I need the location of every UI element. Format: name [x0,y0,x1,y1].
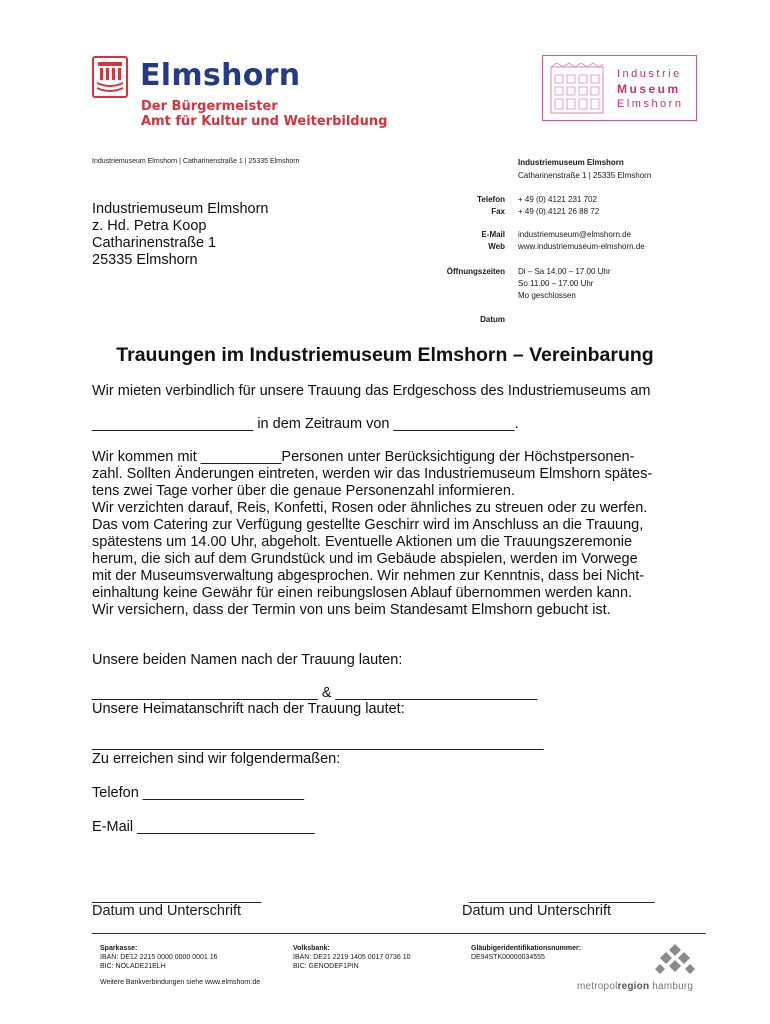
creditor-id-value: DE94STK00000034555 [471,954,545,961]
phone-value: + 49 (0) 4121 231 702 [518,195,597,204]
footer-divider [92,933,706,934]
signature-label-left: Datum und Unterschrift [92,903,242,919]
signature-field-right[interactable]: _______________________ [469,888,655,904]
recipient-line: Industriemuseum Elmshorn [92,201,269,217]
department-title: Amt für Kultur und Weiterbildung [141,114,388,129]
agreement-text-line: Wir kommen mit __________Personen unter Berücksichtigung der Höchstpersonen- [92,449,635,465]
date-label: Datum [480,315,505,324]
signature-label-right: Datum und Unterschrift [462,903,612,919]
museum-logo-word2: Museum [617,82,681,96]
recipient-line: 25335 Elmshorn [92,252,198,268]
bank1-bic: BIC: NOLADE21ELH [100,963,166,970]
agreement-text-line: herum, die sich auf dem Grundstück und im Gebäude abspielen, werden im Vorwege [92,551,638,567]
contact-org-name: Industriemuseum Elmshorn [518,158,624,167]
names-field[interactable]: ____________________________ & _________________________ [92,685,538,701]
metro-text-part3: hamburg [649,981,694,992]
sender-address-line: Industriemuseum Elmshorn | Catharinenstraße 1 | 25335 Elmshorn [92,158,300,165]
museum-logo-word3: Elmshorn [617,98,684,110]
rental-period-field[interactable]: ____________________ in dem Zeitraum von _______________. [92,416,519,432]
elmshorn-crest-logo [92,56,128,98]
email-value: industriemuseum@elmshorn.de [518,230,632,239]
signature-field-left[interactable]: _____________________ [92,888,262,904]
bank2-name: Volksbank: [293,945,330,952]
opening-hours-line: So 11.00 – 17.00 Uhr [518,279,594,288]
phone-label: Telefon [477,195,505,204]
bank2-bic: BIC: GENODEF1PIN [293,963,359,970]
bank1-iban: IBAN: DE12 2215 0000 0000 0001 16 [100,954,218,961]
fax-label: Fax [491,207,505,216]
city-name-logo: Elmshorn [140,58,301,93]
intro-text: Wir mieten verbindlich für unsere Trauung das Erdgeschoss des Industriemuseums am [92,383,651,399]
metropolregion-logo-icon [654,942,696,978]
fax-value: + 49 (0) 4121 26 88 72 [518,207,600,216]
creditor-id-label: Gläubigeridentifikationsnummer: [471,945,582,952]
opening-hours-line: Di – Sa 14.00 – 17.00 Uhr [518,267,611,276]
agreement-text-line: Wir versichern, dass der Termin von uns beim Standesamt Elmshorn gebucht ist. [92,602,611,618]
agreement-text-line: Das vom Catering zur Verfügung gestellte Geschirr wird im Anschluss an die Trauung, [92,517,644,533]
agreement-text-line: einhaltung keine Gewähr für einen reibungslosen Ablauf übernommen werden kann. [92,585,633,601]
phone-field[interactable]: Telefon ____________________ [92,785,305,801]
home-address-field[interactable]: ________________________________________________________ [92,735,544,751]
contact-org-address: Catharinenstraße 1 | 25335 Elmshorn [518,171,652,180]
bank1-name: Sparkasse: [100,945,138,952]
recipient-line: z. Hd. Petra Koop [92,218,207,234]
metropolregion-logo-text [577,981,693,992]
email-field[interactable]: E-Mail ______________________ [92,819,315,835]
web-value: www.industriemuseum-elmshorn.de [518,242,645,251]
document-title: Trauungen im Industriemuseum Elmshorn – Vereinbarung [116,344,654,366]
web-label: Web [488,242,505,251]
metro-text-part1: metropol [577,981,618,992]
home-address-label: Unsere Heimatanschrift nach der Trauung lautet: [92,701,405,717]
contact-methods-label: Zu erreichen sind wir folgendermaßen: [92,751,341,767]
agreement-text-line: zahl. Sollten Änderungen eintreten, werden wir das Industriemuseum Elmshorn spätes- [92,466,653,482]
agreement-text-line: Wir verzichten darauf, Reis, Konfetti, Rosen oder ähnliches zu streuen oder zu werfen. [92,500,648,516]
museum-logo-word1: Industrie [617,68,682,80]
office-title: Der Bürgermeister [141,99,278,114]
bank2-iban: IBAN: DE21 2219 1405 0017 0736 10 [293,954,411,961]
agreement-text-line: tens zwei Tage vorher über die genaue Personenzahl informieren. [92,483,515,499]
opening-hours-line: Mo geschlossen [518,291,576,300]
email-label: E-Mail [481,230,505,239]
recipient-line: Catharinenstraße 1 [92,235,217,251]
museum-logo [542,55,697,121]
opening-hours-label: Öffnungszeiten [446,267,505,276]
agreement-text-line: spätestens um 14.00 Uhr, abgeholt. Eventuelle Aktionen um die Trauungszeremonie [92,534,633,550]
names-label: Unsere beiden Namen nach der Trauung lauten: [92,652,403,668]
agreement-text-line: mit der Museumsverwaltung abgesprochen. Wir nehmen zur Kenntnis, dass bei Nicht- [92,568,645,584]
museum-building-icon [549,61,605,115]
more-bank-info: Weitere Bankverbindungen siehe www.elmshorn.de [100,979,261,986]
metro-text-part2: region [617,981,650,992]
